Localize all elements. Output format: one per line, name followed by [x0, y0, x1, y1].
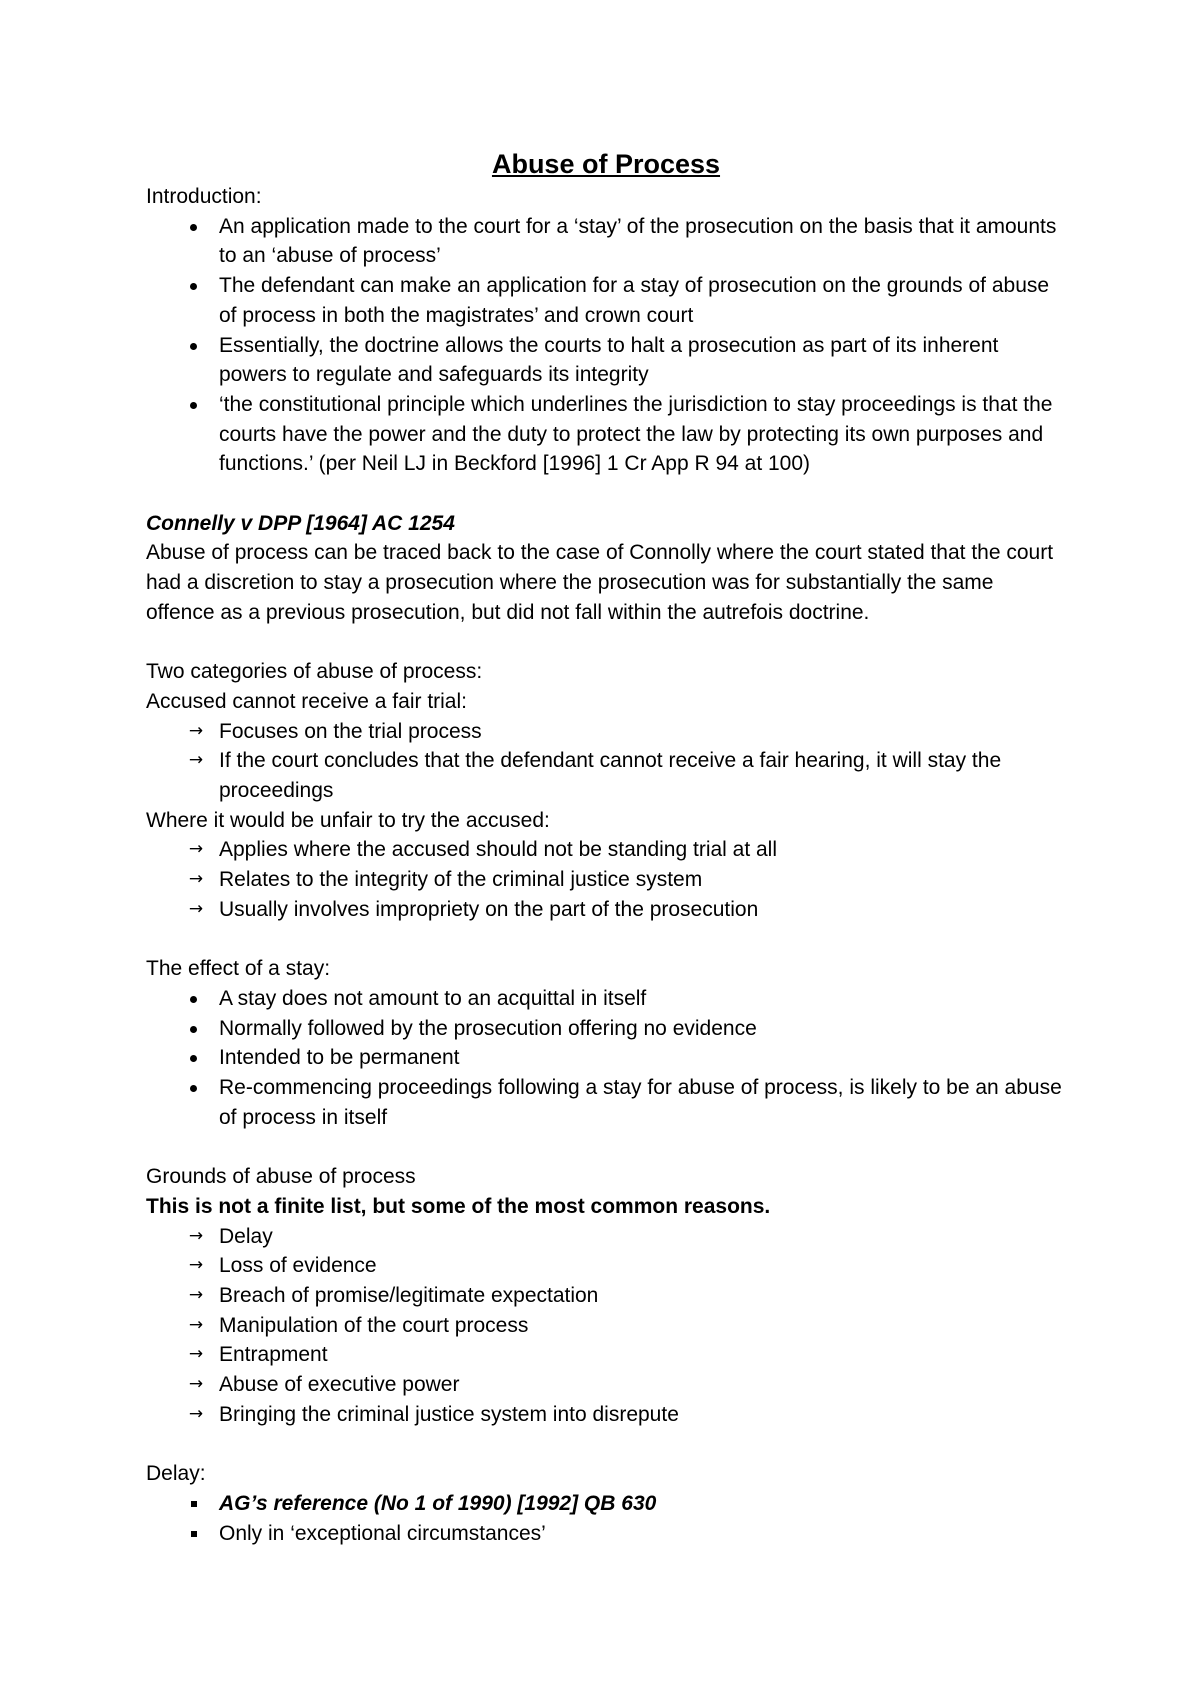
effect-heading: The effect of a stay:	[146, 957, 331, 981]
intro-list	[146, 212, 1066, 479]
page-title: Abuse of Process	[491, 149, 721, 179]
delay-heading: Delay:	[146, 1462, 206, 1486]
list-item: → Breach of promise/legitimate expectation	[146, 1281, 1066, 1311]
list-item: → Relates to the integrity of the criminal justice system	[146, 865, 1066, 895]
list-item: Re-commencing proceedings following a stay for abuse of process, is likely to be an abuse of process in itself	[219, 1076, 1062, 1129]
grounds-heading: Grounds of abuse of process	[146, 1165, 416, 1189]
fair-trial-list	[146, 717, 1066, 806]
list-item: → Focuses on the trial process	[146, 717, 1066, 747]
arrow-icon: →	[188, 1374, 204, 1395]
arrow-icon: →	[188, 720, 204, 741]
list-item: → Delay	[146, 1222, 1066, 1252]
delay-list	[146, 1489, 1066, 1548]
list-item: The defendant can make an application for a stay of prosecution on the grounds of abuse of process in both the magistrates’ and crown court	[219, 274, 1050, 327]
arrow-icon: →	[188, 869, 204, 890]
intro-heading: Introduction:	[146, 185, 262, 208]
connelly-paragraph: Abuse of process can be traced back to the case of Connolly where the court stated that the court had a discretion to stay a prosecution where the prosecution was for substantially the same offence as a previous prosecution, but did not fall within the autrefois doctrine.	[146, 541, 1054, 624]
arrow-icon: →	[188, 1284, 204, 1305]
list-item: Intended to be permanent	[219, 1046, 460, 1070]
list-item: → Abuse of executive power	[146, 1370, 1066, 1400]
document-page	[146, 146, 1066, 1548]
list-item: → Usually involves impropriety on the part of the prosecution	[146, 895, 1066, 925]
effect-list	[146, 984, 1066, 1133]
grounds-note: This is not a finite list, but some of the most common reasons.	[146, 1194, 771, 1218]
arrow-icon: →	[188, 1225, 204, 1246]
list-item	[146, 1489, 1066, 1519]
unfair-heading: Where it would be unfair to try the accused:	[146, 808, 550, 832]
list-item: → If the court concludes that the defendant cannot receive a fair hearing, it will stay the proceedings	[146, 746, 1066, 805]
list-item: An application made to the court for a ‘stay’ of the prosecution on the basis that it amounts to an ‘abuse of process’	[219, 214, 1057, 268]
categories-heading: Two categories of abuse of process:	[146, 660, 483, 684]
case-citation-connelly: Connelly v DPP [1964] AC 1254	[146, 511, 455, 535]
arrow-icon: →	[188, 750, 204, 771]
fair-trial-heading: Accused cannot receive a fair trial:	[146, 689, 467, 713]
arrow-icon: →	[188, 1403, 204, 1424]
arrow-icon: →	[188, 1255, 204, 1276]
list-item: Essentially, the doctrine allows the courts to halt a prosecution as part of its inherent powers to regulate and safeguards its integrity	[219, 333, 999, 387]
list-item: Only in ‘exceptional circumstances’	[219, 1521, 546, 1545]
arrow-icon: →	[188, 1314, 204, 1335]
grounds-list	[146, 1222, 1066, 1430]
arrow-icon: →	[188, 898, 204, 919]
unfair-list	[146, 835, 1066, 924]
list-item: → Manipulation of the court process	[146, 1311, 1066, 1341]
case-citation-ag-reference: AG’s reference (No 1 of 1990) [1992] QB 630	[219, 1491, 657, 1515]
arrow-icon: →	[188, 1344, 204, 1365]
list-item: A stay does not amount to an acquittal in itself	[219, 986, 647, 1010]
list-item: Normally followed by the prosecution offering no evidence	[219, 1016, 757, 1040]
arrow-icon: →	[188, 839, 204, 860]
list-item: ‘the constitutional principle which underlines the jurisdiction to stay proceedings is that the courts have the power and the duty to protect the law by protecting its own purposes and functions.’ (per Neil LJ in Beckford [1996] 1 Cr App R 94 at 100)	[219, 392, 1053, 476]
list-item: → Bringing the criminal justice system into disrepute	[146, 1400, 1066, 1430]
list-item: → Loss of evidence	[146, 1251, 1066, 1281]
list-item: → Applies where the accused should not be standing trial at all	[146, 835, 1066, 865]
list-item: → Entrapment	[146, 1340, 1066, 1370]
